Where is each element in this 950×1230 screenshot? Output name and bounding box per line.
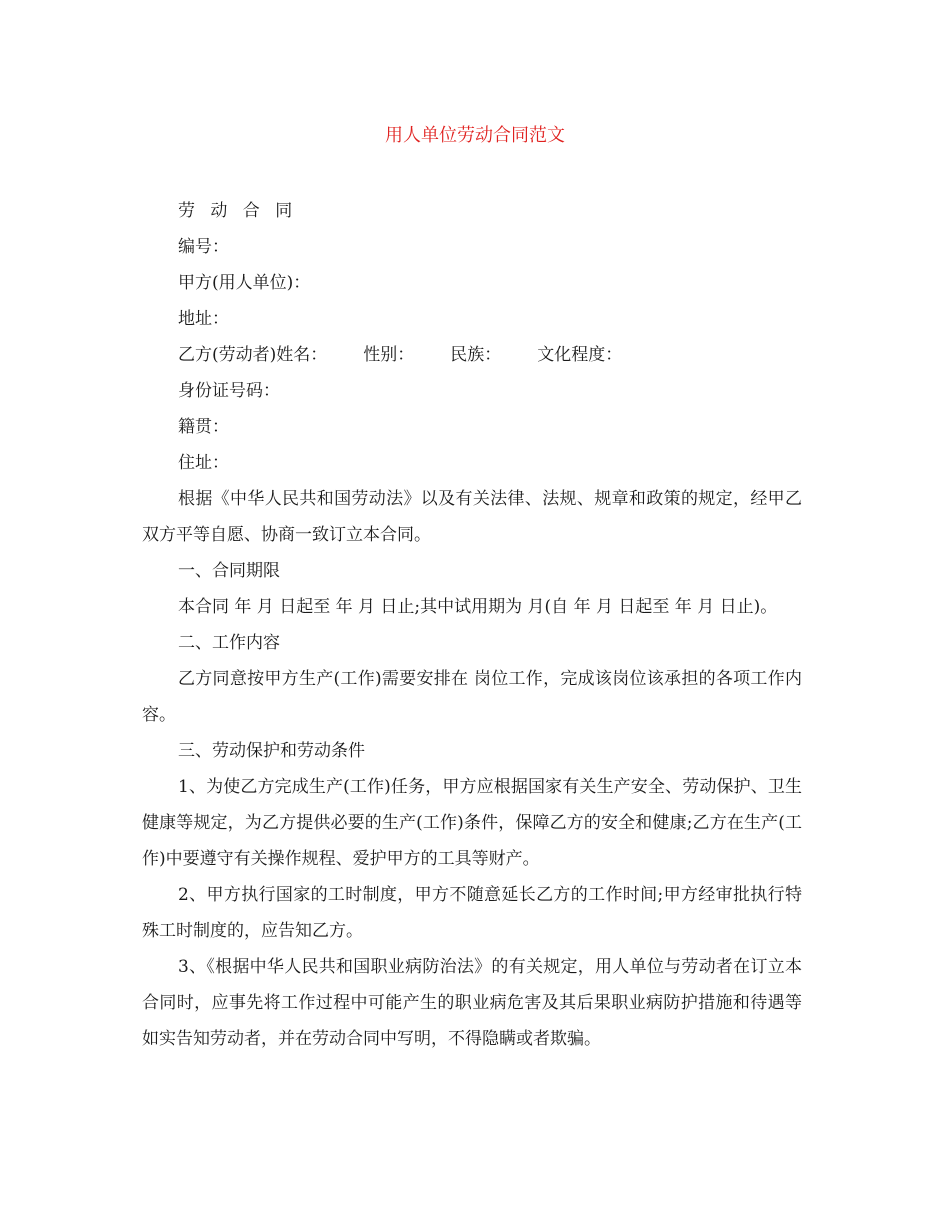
section-heading: 三、劳动保护和劳动条件 xyxy=(178,741,365,761)
field-education: 文化程度： xyxy=(537,345,623,365)
intro-paragraph: 根据《中华人民共和国劳动法》以及有关法律、法规、规章和政策的规定，经甲乙双方平等自愿、协商一致订立本合同。 xyxy=(142,489,802,545)
section-paragraph: 乙方同意按甲方生产(工作)需要安排在 岗位工作，完成该岗位该承担的各项工作内容。 xyxy=(142,669,802,725)
document-body xyxy=(142,193,802,1057)
field-number: 编号： xyxy=(178,237,229,257)
field-address: 地址： xyxy=(178,309,229,329)
section-heading: 二、工作内容 xyxy=(178,633,280,653)
field-party-b-row xyxy=(142,337,802,373)
field-ethnicity: 民族： xyxy=(450,345,502,365)
field-party-b-name: 乙方(劳动者)姓名： xyxy=(178,345,328,365)
section-paragraph: 本合同 年 月 日起至 年 月 日止;其中试用期为 月(自 年 月 日起至 年 月 日止)。 xyxy=(178,597,778,617)
section-paragraph: 3、《根据中华人民共和国职业病防治法》的有关规定，用人单位与劳动者在订立本合同时，应事先将工作过程中可能产生的职业病危害及其后果职业病防护措施和待遇等如实告知劳动者，并在劳动合同中写明，不得隐瞒或者欺骗。 xyxy=(142,957,802,1049)
contract-heading: 劳 动 合 同 xyxy=(178,201,298,221)
field-residence: 住址： xyxy=(178,453,229,473)
field-party-a: 甲方(用人单位)： xyxy=(178,273,311,293)
field-native-place: 籍贯： xyxy=(178,417,229,437)
field-gender: 性别： xyxy=(363,345,415,365)
document-title: 用人单位劳动合同范文 xyxy=(385,125,565,146)
section-paragraph: 2、甲方执行国家的工时制度，甲方不随意延长乙方的工作时间;甲方经审批执行特殊工时制度的，应告知乙方。 xyxy=(142,885,802,941)
section-paragraph: 1、为使乙方完成生产(工作)任务，甲方应根据国家有关生产安全、劳动保护、卫生健康等规定，为乙方提供必要的生产(工作)条件，保障乙方的安全和健康;乙方在生产(工作)中要遵守有关操作规程、爱护甲方的工具等财产。 xyxy=(142,777,802,869)
section-heading: 一、合同期限 xyxy=(178,561,280,581)
field-id-number: 身份证号码： xyxy=(178,381,280,401)
